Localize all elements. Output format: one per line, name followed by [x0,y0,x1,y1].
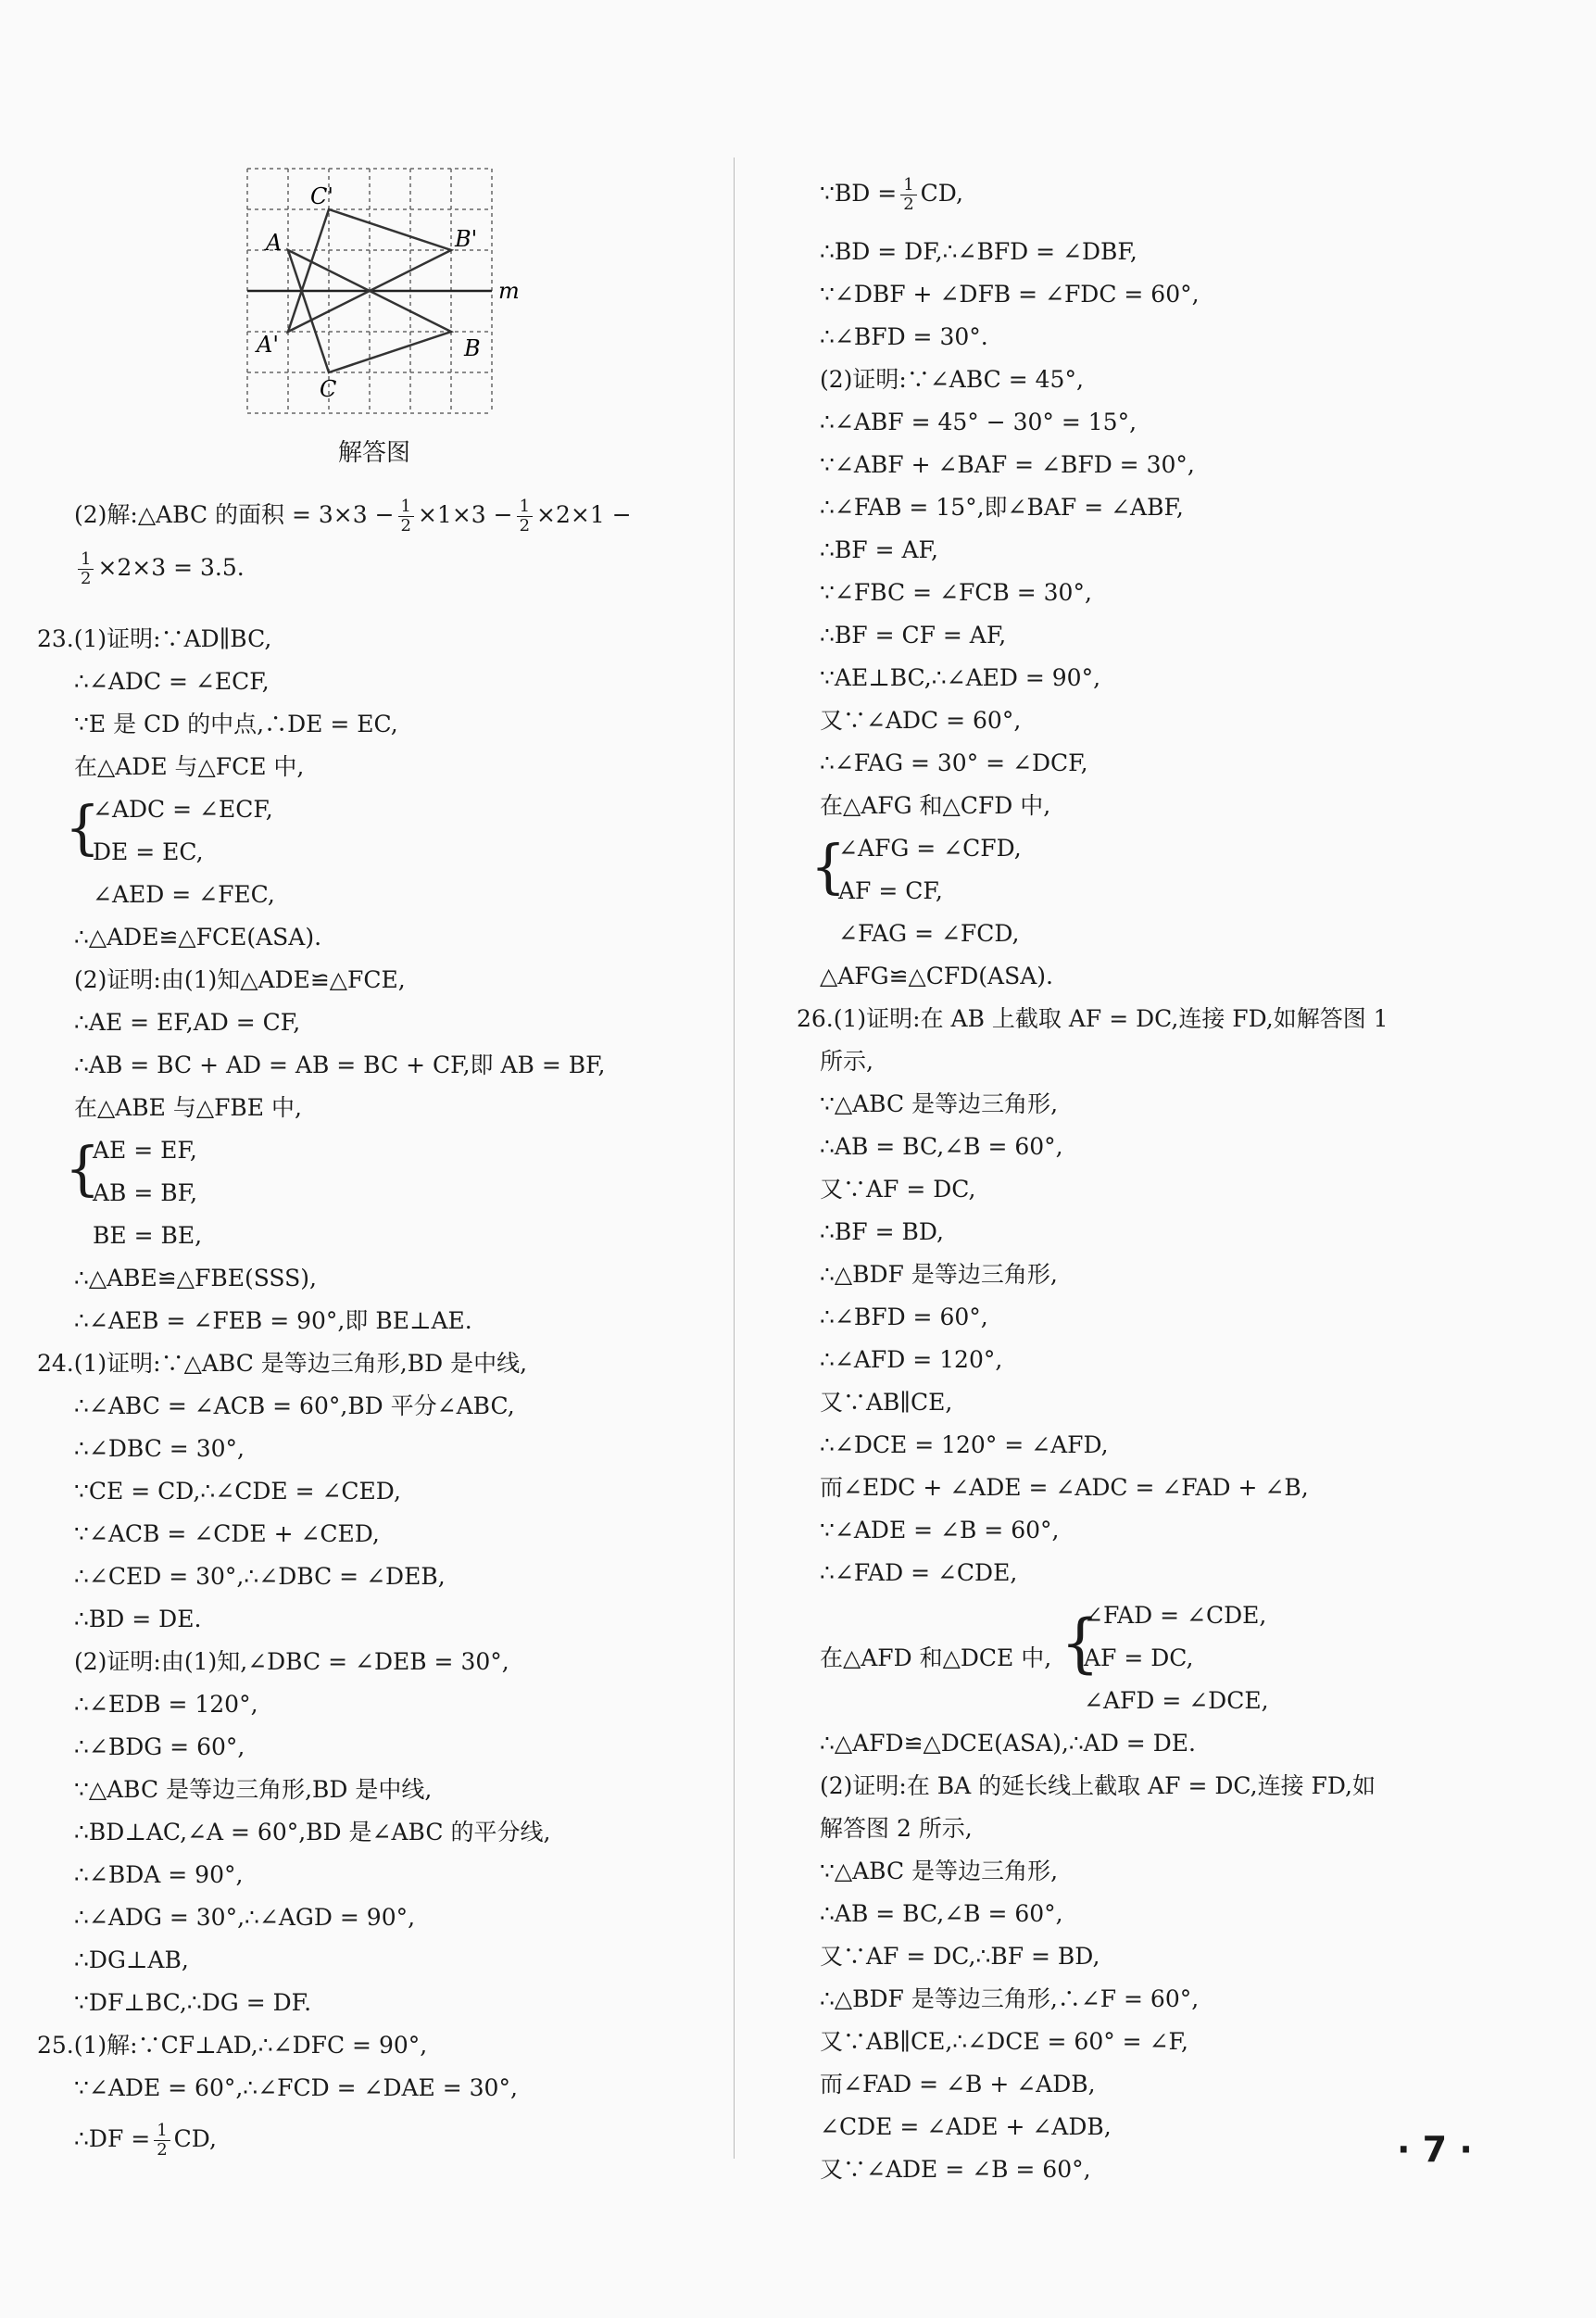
text-line: ∴∠BDA = 90°, [74,1861,244,1888]
text-line: 所示, [820,1048,873,1075]
text-line: ∠FAG = ∠FCD, [838,920,1020,947]
fraction: $\frac{1}{2}$ [154,2122,170,2160]
text-line: 解答图 2 所示, [820,1815,973,1842]
text-line: ∴AE = EF,AD = CF, [74,1009,301,1036]
text-line: ∴∠EDB = 120°, [74,1691,258,1718]
text-line: (2)证明:由(1)知△ADE≌△FCE, [74,966,406,993]
text-line: ∵△ABC 是等边三角形,BD 是中线, [74,1776,433,1803]
text-line: ∠AFD = ∠DCE, [1084,1687,1269,1714]
page-number: · 7 · [1397,2129,1473,2170]
text-line: $\frac{1}{2}$ ×2×3 = 3.5. [74,550,245,588]
text-line: 又∵AF = DC, [820,1176,976,1203]
text-line: ∴∠BFD = 60°, [820,1304,988,1330]
text-line: ∵CE = CD,∴∠CDE = ∠CED, [74,1478,401,1505]
text-line: ∴BD = DF,∴∠BFD = ∠DBF, [820,238,1137,265]
text-line: ∠AED = ∠FEC, [93,881,275,908]
text-line: ∴△AFD≌△DCE(ASA),∴AD = DE. [820,1730,1196,1757]
text-line: ∴△ADE≌△FCE(ASA). [74,924,322,951]
text-line: 又∵AF = DC,∴BF = BD, [820,1943,1100,1970]
text-line: ∵BD = $\frac{1}{2}$ CD, [820,175,963,214]
text-line: ∴BF = BD, [820,1218,944,1245]
text-line: (2)解:△ABC 的面积 = 3×3 − $\frac{1}{2}$ ×1×3 − $\frac{1}{2}$ ×2×1 − [74,497,632,535]
text-line: ∴∠DCE = 120° = ∠AFD, [820,1431,1109,1458]
text-line: AB = BF, [93,1179,198,1206]
text-line: 又∵AB∥CE,∴∠DCE = 60° = ∠F, [820,2028,1188,2055]
text-line: AF = DC, [1084,1644,1194,1671]
text-line: ∠CDE = ∠ADE + ∠ADB, [820,2113,1112,2140]
text-line: ∴∠AEB = ∠FEB = 90°,即 BE⊥AE. [74,1307,472,1334]
text-line: (2)证明:在 BA 的延长线上截取 AF = DC,连接 FD,如 [820,1772,1376,1799]
label-m: m [498,278,520,304]
text-line: ∵AE⊥BC,∴∠AED = 90°, [820,664,1101,691]
text-line: 24.(1)证明:∵△ABC 是等边三角形,BD 是中线, [37,1350,528,1377]
text-line: (2)证明:∵∠ABC = 45°, [820,366,1084,393]
text-line: ∵∠DBF + ∠DFB = ∠FDC = 60°, [820,281,1200,308]
text-line: 而∠FAD = ∠B + ∠ADB, [820,2071,1096,2098]
brace: { [65,1135,101,1203]
brace: { [811,833,847,901]
text-line: ∴∠FAB = 15°,即∠BAF = ∠ABF, [820,494,1184,521]
text-line: ∴∠ADG = 30°,∴∠AGD = 90°, [74,1904,416,1931]
text-line: ∴AB = BC,∠B = 60°, [820,1133,1063,1160]
text-line: ∴∠BFD = 30°. [820,323,988,350]
label-b-prime: B' [455,226,478,252]
text-line: ∴AB = BC + AD = AB = BC + CF,即 AB = BF, [74,1052,606,1078]
text-line: ∵DF⊥BC,∴DG = DF. [74,1989,312,2016]
text-line: ∴∠CED = 30°,∴∠DBC = ∠DEB, [74,1563,446,1590]
text-line: ∴BF = CF = AF, [820,622,1007,649]
text-line: ∴∠ABF = 45° − 30° = 15°, [820,409,1137,435]
text-line: 在△ABE 与△FBE 中, [74,1094,302,1121]
text-line: ∴∠ADC = ∠ECF, [74,668,270,695]
text-line: ∴∠BDG = 60°, [74,1733,245,1760]
text-line: ∠AFG = ∠CFD, [838,835,1022,862]
diagram-caption: 解答图 [338,439,411,467]
text-line: 26.(1)证明:在 AB 上截取 AF = DC,连接 FD,如解答图 1 [797,1005,1389,1032]
text-line: ∵∠ABF + ∠BAF = ∠BFD = 30°, [820,451,1195,478]
text-line: ∴△BDF 是等边三角形, [820,1261,1058,1288]
text-line: ∵∠FBC = ∠FCB = 30°, [820,579,1092,606]
column-divider [734,157,735,2159]
text-line: ∵∠ADE = ∠B = 60°, [820,1517,1060,1543]
brace: { [65,794,101,863]
text-line: △AFG≌△CFD(ASA). [820,963,1053,989]
text-line: 25.(1)解:∵CF⊥AD,∴∠DFC = 90°, [37,2032,428,2059]
text-line: BE = BE, [93,1222,203,1249]
text-line: ∴BD⊥AC,∠A = 60°,BD 是∠ABC 的平分线, [74,1819,551,1846]
label-c-prime: C' [310,183,333,209]
label-a-prime: A' [257,332,279,358]
text-line: ∴DF = $\frac{1}{2}$ CD, [74,2121,217,2160]
text-line: ∵∠ADE = 60°,∴∠FCD = ∠DAE = 30°, [74,2074,518,2101]
text-line: 而∠EDC + ∠ADE = ∠ADC = ∠FAD + ∠B, [820,1474,1309,1501]
triangle-abc-prime [288,209,451,332]
text-line: 23.(1)证明:∵AD∥BC, [37,625,272,652]
reflection-grid-diagram [236,157,533,426]
text-line: (2)证明:由(1)知,∠DBC = ∠DEB = 30°, [74,1648,509,1675]
text-line: ∴△ABE≌△FBE(SSS), [74,1265,317,1291]
label-c: C [320,376,337,402]
label-b: B [464,335,481,361]
text-line: ∴∠ABC = ∠ACB = 60°,BD 平分∠ABC, [74,1392,515,1419]
label-a: A [266,230,283,256]
fraction: $\frac{1}{2}$ [78,550,94,588]
text-line: ∴BD = DE. [74,1606,202,1632]
fraction: $\frac{1}{2}$ [517,498,533,535]
text-line: 在△ADE 与△FCE 中, [74,753,305,780]
text-line: ∵△ABC 是等边三角形, [820,1858,1059,1884]
text-line: 在△AFG 和△CFD 中, [820,792,1051,819]
text-line: ∴DG⊥AB, [74,1946,189,1973]
text-line: ∵∠ACB = ∠CDE + ∠CED, [74,1520,380,1547]
text-line: AF = CF, [838,877,943,904]
fraction: $\frac{1}{2}$ [398,498,414,535]
text-line: AE = EF, [93,1137,197,1164]
text-line: ∠ADC = ∠ECF, [93,796,273,823]
text-line: ∴BF = AF, [820,536,938,563]
text-line: DE = EC, [93,838,204,865]
text-line: ∵E 是 CD 的中点,∴DE = EC, [74,711,398,737]
brace: { [1061,1606,1100,1681]
text-line: 又∵AB∥CE, [820,1389,953,1416]
text-line: ∴△BDF 是等边三角形,∴∠F = 60°, [820,1985,1200,2012]
text-line: ∴AB = BC,∠B = 60°, [820,1900,1063,1927]
text-line: 在△AFD 和△DCE 中, [820,1644,1052,1671]
fraction: $\frac{1}{2}$ [900,176,916,214]
text-line: ∴∠FAD = ∠CDE, [820,1559,1018,1586]
text-line: 又∵∠ADC = 60°, [820,707,1022,734]
text-line: ∠FAD = ∠CDE, [1084,1602,1267,1629]
text-line: ∴∠FAG = 30° = ∠DCF, [820,750,1088,776]
text-line: ∴∠DBC = 30°, [74,1435,245,1462]
text-line: 又∵∠ADE = ∠B = 60°, [820,2156,1091,2183]
text-line: ∴∠AFD = 120°, [820,1346,1003,1373]
text-line: ∵△ABC 是等边三角形, [820,1090,1059,1117]
